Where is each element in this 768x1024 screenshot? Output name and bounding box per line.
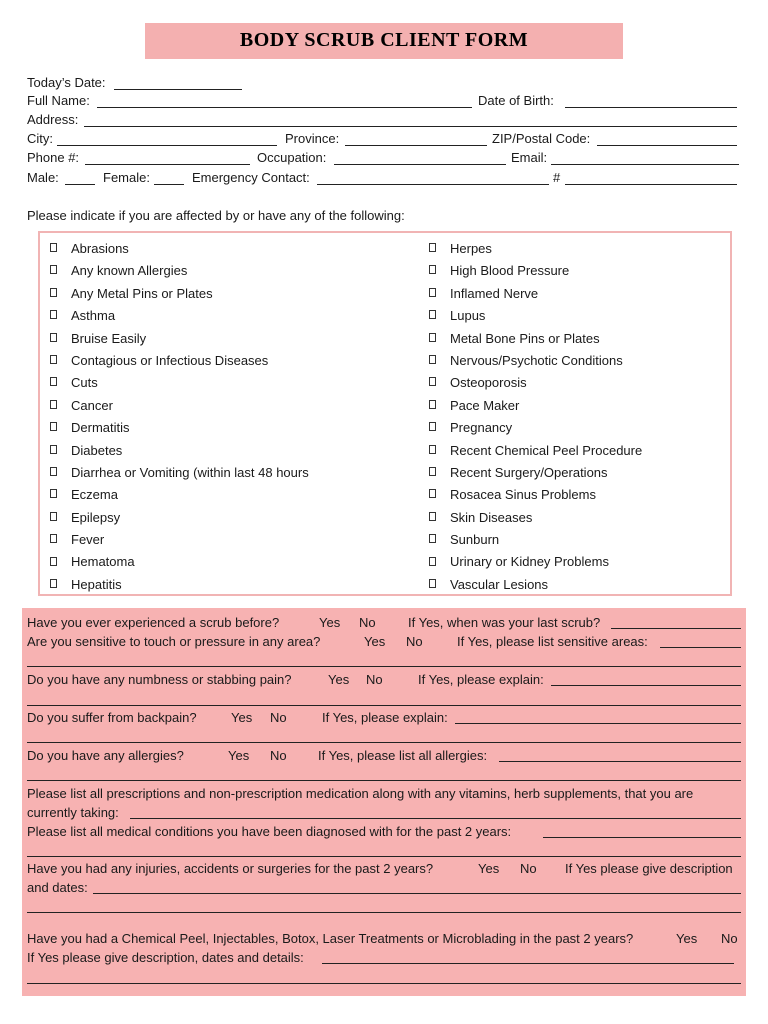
phone-row [27,149,747,167]
condition-label: Dermatitis [71,420,130,436]
email-field[interactable] [551,164,739,165]
condition-label: Lupus [450,308,486,324]
checkbox-icon[interactable] [50,265,57,274]
q8-text: Have you had any injuries, accidents or surgeries for the past 2 years? [27,861,434,876]
occupation-label: Occupation: [257,150,327,165]
q5-extra-line[interactable] [27,780,741,781]
q3-follow: If Yes, please explain: [418,672,544,687]
q7-text: Please list all medical conditions you have been diagnosed with for the past 2 years: [27,824,512,839]
province-field[interactable] [345,145,487,146]
checkbox-icon[interactable] [429,445,436,454]
q4-follow: If Yes, please explain: [322,710,448,725]
q5-no[interactable]: No [270,748,287,763]
condition-item[interactable] [50,462,309,484]
q8-line2: and dates: [27,880,88,895]
q2-no[interactable]: No [406,634,423,649]
condition-label: Asthma [71,308,116,324]
checkbox-icon[interactable] [429,288,436,297]
condition-label: Cuts [71,375,98,391]
q9-text: Have you had a Chemical Peel, Injectables, Botox, Laser Treatments or Microblading in the past 2 years? [27,931,634,946]
occupation-field[interactable] [334,164,506,165]
checkbox-icon[interactable] [429,579,436,588]
female-label: Female: [103,170,150,185]
q2-field[interactable] [660,647,741,648]
q4-extra-line[interactable] [27,742,741,743]
condition-item[interactable] [429,395,642,417]
q8-follow: If Yes please give description [565,861,733,876]
condition-label: Pregnancy [450,420,513,436]
condition-label: Rosacea Sinus Problems [450,487,596,503]
condition-item[interactable] [50,507,309,529]
conditions-intro: Please indicate if you are affected by or have any of the following: [27,208,405,223]
emergency-number-label: # [553,170,561,185]
condition-item[interactable] [50,350,309,372]
q3-yes[interactable]: Yes [328,672,350,687]
checkbox-icon[interactable] [429,377,436,386]
checkbox-icon[interactable] [429,489,436,498]
condition-label: Skin Diseases [450,509,533,525]
city-row [27,130,747,148]
condition-item[interactable] [429,484,642,506]
condition-label: Eczema [71,487,118,503]
condition-label: Vascular Lesions [450,576,549,592]
city-label: City: [27,131,53,146]
condition-item[interactable] [50,305,309,327]
checkbox-icon[interactable] [50,512,57,521]
title-banner [145,23,623,59]
q6-field[interactable] [130,818,741,819]
condition-item[interactable] [429,462,642,484]
q2-extra-line[interactable] [27,666,741,667]
condition-label: Osteoporosis [450,375,527,391]
city-field[interactable] [57,145,277,146]
condition-item[interactable] [429,350,642,372]
conditions-left-column [50,238,309,596]
condition-label: Pace Maker [450,397,520,413]
q7-field[interactable] [543,837,741,838]
checkbox-icon[interactable] [429,557,436,566]
condition-label: Inflamed Nerve [450,285,539,301]
condition-label: Any known Allergies [71,263,188,279]
q8-extra-line[interactable] [27,912,741,913]
q5-follow: If Yes, please list all allergies: [318,748,488,763]
condition-item[interactable] [429,529,642,551]
condition-item[interactable] [429,372,642,394]
checkbox-icon[interactable] [50,579,57,588]
q2-text: Are you sensitive to touch or pressure in any area? [27,634,321,649]
condition-label: Any Metal Pins or Plates [71,285,213,301]
male-label: Male: [27,170,59,185]
q1-yes[interactable]: Yes [319,615,341,630]
q8-no[interactable]: No [520,861,537,876]
full-name-field[interactable] [97,107,472,108]
phone-field[interactable] [85,164,250,165]
checkbox-icon[interactable] [50,467,57,476]
q9-line2: If Yes please give description, dates and details: [27,950,304,965]
q5-yes[interactable]: Yes [228,748,250,763]
todays-date-field[interactable] [114,89,242,90]
condition-label: Hepatitis [71,576,122,592]
q3-no[interactable]: No [366,672,383,687]
q3-extra-line[interactable] [27,705,741,706]
condition-item[interactable] [429,551,642,573]
date-of-birth-label: Date of Birth: [478,93,554,108]
zip-field[interactable] [597,145,737,146]
checkbox-icon[interactable] [429,355,436,364]
checkbox-icon[interactable] [429,467,436,476]
condition-label: Sunburn [450,532,500,548]
female-field[interactable] [154,184,184,185]
q9-yes[interactable]: Yes [676,931,698,946]
condition-item[interactable] [429,417,642,439]
condition-label: Nervous/Psychotic Conditions [450,352,623,368]
q1-follow: If Yes, when was your last scrub? [408,615,601,630]
q1-no[interactable]: No [359,615,376,630]
checkbox-icon[interactable] [50,534,57,543]
zip-label: ZIP/Postal Code: [492,131,591,146]
checkbox-icon[interactable] [50,557,57,566]
checkbox-icon[interactable] [429,400,436,409]
condition-item[interactable] [50,484,309,506]
q9-no[interactable]: No [721,931,738,946]
q2-yes[interactable]: Yes [364,634,386,649]
checkbox-icon[interactable] [50,445,57,454]
q4-field[interactable] [455,723,741,724]
condition-label: Hematoma [71,554,135,570]
condition-label: Abrasions [71,241,129,256]
q8-field[interactable] [93,893,741,894]
date-of-birth-field[interactable] [565,107,737,108]
condition-label: Recent Chemical Peel Procedure [450,442,643,458]
checkbox-icon[interactable] [429,265,436,274]
form-title: BODY SCRUB CLIENT FORM [239,29,529,51]
male-field[interactable] [65,184,95,185]
address-row [27,111,747,129]
q9-field[interactable] [322,963,734,964]
checkbox-icon[interactable] [50,355,57,364]
condition-label: Fever [71,532,105,548]
checkbox-icon[interactable] [50,422,57,431]
province-label: Province: [285,131,340,146]
q7-extra-line[interactable] [27,856,741,857]
condition-item[interactable] [429,283,642,305]
checkbox-icon[interactable] [50,377,57,386]
condition-item[interactable] [429,328,642,350]
condition-item[interactable] [50,328,309,350]
condition-item[interactable] [50,395,309,417]
condition-label: Bruise Easily [71,330,147,346]
q1-field[interactable] [611,628,741,629]
q8-yes[interactable]: Yes [478,861,500,876]
emergency-contact-field[interactable] [317,184,549,185]
q3-text: Do you have any numbness or stabbing pain? [27,672,292,687]
condition-label: Contagious or Infectious Diseases [71,352,269,368]
q2-follow: If Yes, please list sensitive areas: [457,634,648,649]
condition-label: Urinary or Kidney Problems [450,554,609,570]
q4-no[interactable]: No [270,710,287,725]
checkbox-icon[interactable] [50,310,57,319]
q3-field[interactable] [551,685,741,686]
checkbox-icon[interactable] [429,534,436,543]
emergency-number-field[interactable] [565,184,737,185]
q5-text: Do you have any allergies? [27,748,184,763]
condition-item[interactable] [50,260,309,282]
condition-item[interactable] [50,283,309,305]
condition-item[interactable] [50,574,309,596]
condition-item[interactable] [429,238,642,260]
q6-line1: Please list all prescriptions and non-prescription medication along with any vitamins, herb supplements, that you are [27,786,694,801]
q4-yes[interactable]: Yes [231,710,253,725]
email-label: Email: [511,150,548,165]
checkbox-icon[interactable] [429,243,436,252]
checkbox-icon[interactable] [50,288,57,297]
condition-label: Cancer [71,397,113,413]
name-row [27,92,747,110]
todays-date-row [27,74,747,92]
checkbox-icon[interactable] [429,310,436,319]
condition-label: Epilepsy [71,509,121,525]
todays-date-label: Today’s Date: [27,75,106,90]
condition-label: Metal Bone Pins or Plates [450,330,600,346]
phone-label: Phone #: [27,150,80,165]
address-field[interactable] [84,126,737,127]
q5-field[interactable] [499,761,741,762]
condition-label: Diabetes [71,442,123,458]
checkbox-icon[interactable] [50,489,57,498]
checkbox-icon[interactable] [50,243,57,252]
condition-item[interactable] [429,574,642,596]
full-name-label: Full Name: [27,93,90,108]
condition-label: High Blood Pressure [450,263,570,279]
condition-item[interactable] [50,417,309,439]
checkbox-icon[interactable] [429,422,436,431]
condition-label: Diarrhea or Vomiting (within last 48 hours [71,464,309,480]
q4-text: Do you suffer from backpain? [27,710,197,725]
condition-item[interactable] [50,238,309,260]
q6-line2: currently taking: [27,805,119,820]
q9-extra-line[interactable] [27,983,741,984]
condition-item[interactable] [50,529,309,551]
condition-label: Recent Surgery/Operations [450,464,608,480]
checkbox-icon[interactable] [429,512,436,521]
emergency-contact-label: Emergency Contact: [192,170,310,185]
checkbox-icon[interactable] [50,333,57,342]
condition-label: Herpes [450,241,492,256]
address-label: Address: [27,112,79,127]
condition-item[interactable] [50,551,309,573]
checkbox-icon[interactable] [429,333,436,342]
condition-item[interactable] [429,507,642,529]
condition-item[interactable] [429,440,642,462]
checkbox-icon[interactable] [50,400,57,409]
gender-emergency-row [27,169,747,187]
q1-text: Have you ever experienced a scrub before? [27,615,280,630]
conditions-right-column [429,238,642,596]
condition-item[interactable] [429,260,642,282]
condition-item[interactable] [429,305,642,327]
condition-item[interactable] [50,440,309,462]
condition-item[interactable] [50,372,309,394]
